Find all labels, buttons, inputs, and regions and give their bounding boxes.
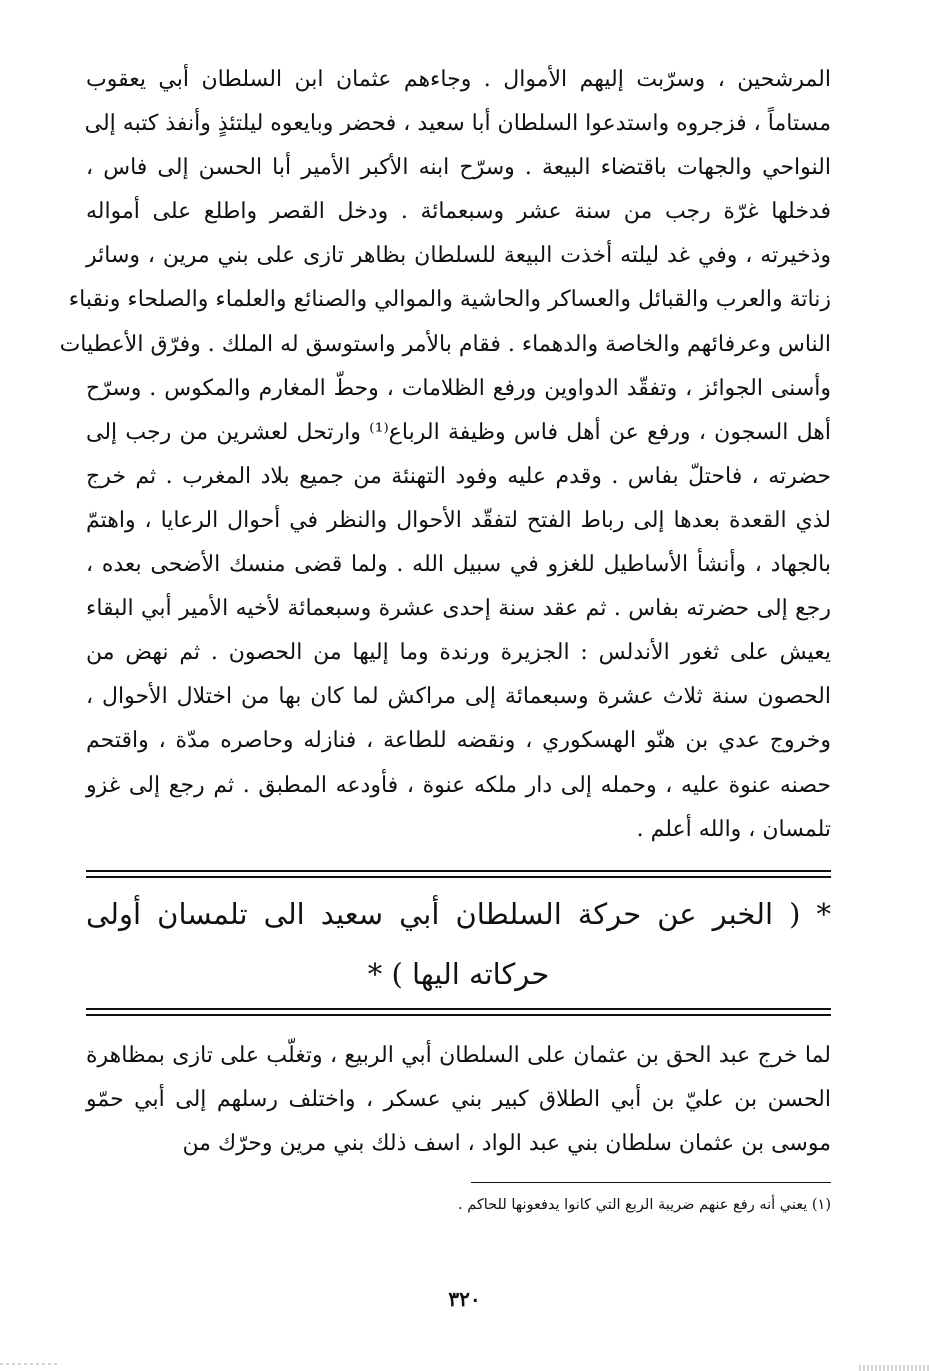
text-line: حضرته ، فاحتلّ بفاس . وقدم عليه وفود التهنئة من جميع بلاد المغرب . ثم خرج — [86, 463, 831, 489]
footnote-rule — [471, 1182, 831, 1183]
text-line: لما خرج عبد الحق بن عثمان على السلطان أبي الربيع ، وتغلّب على تازى بمظاهرة — [86, 1042, 831, 1068]
footnote: (١) يعني أنه رفع عنهم ضريبة الربع التي كانوا يدفعونها للحاكم . — [457, 1196, 831, 1213]
text-line: رجع إلى حضرته بفاس . ثم عقد سنة إحدى عشرة وسبعمائة لأخيه الأمير أبي البقاء — [86, 596, 831, 622]
text-line: تلمسان ، والله أعلم . — [636, 816, 831, 842]
scan-artifact-left — [0, 1363, 60, 1365]
text-line: يعيش على ثغور الأندلس : الجزيرة ورندة وما إليها من الحصون . ثم نهض من — [86, 640, 831, 666]
text-line: أهل السجون ، ورفع عن أهل فاس وظيفة الرباع⁽¹⁾ وارتحل لعشرين من رجب إلى — [86, 419, 831, 445]
text-line: وذخيرته ، وفي غد ليلته أخذت البيعة للسلطان بظاهر تازى على بني مرين ، وسائر — [86, 243, 831, 269]
section-heading-line-1: * ( الخبر عن حركة السلطان أبي سعيد الى تلمسان أولى — [86, 896, 831, 931]
text-line: لذي القعدة بعدها إلى رباط الفتح لتفقّد الأحوال والنظر في أحوال الرعايا ، واهتمّ — [86, 507, 831, 533]
text-line: موسى بن عثمان سلطان بني عبد الواد ، اسف ذلك بني مرين وحرّك من — [182, 1130, 831, 1156]
text-line: النواحي والجهات باقتضاء البيعة . وسرّح ابنه الأكبر الأمير أبا الحسن إلى فاس ، — [86, 155, 831, 181]
text-line: مستاماً ، فزجروه واستدعوا السلطان أبا سعيد ، فحضر وبايعوه ليلتئذٍ وأنفذ كتبه إلى — [84, 111, 831, 137]
text-line: حصنه عنوة عليه ، وحمله إلى دار ملكه عنوة ، فأودعه المطبق . ثم رجع إلى غزو — [86, 772, 831, 798]
text-line: بالجهاد ، وأنشأ الأساطيل للغزو في سبيل الله . ولما قضى منسك الأضحى بعده ، — [86, 552, 831, 578]
body-paragraph-2 — [86, 1034, 831, 1166]
text-line: وأسنى الجوائز ، وتفقّد الدواوين ورفع الظلامات ، وحطّ المغارم والمكوس . وسرّح — [86, 375, 831, 401]
text-line: زناتة والعرب والقبائل والعساكر والحاشية والموالي والصنائع والعلماء والصلحاء ونقباء — [68, 287, 831, 313]
text-line: الحسن بن عليّ بن أبي الطلاق كبير بني عسكر ، واختلف رسلهم إلى أبي حمّو — [86, 1086, 831, 1112]
text-line: المرشحين ، وسرّبت إليهم الأموال . وجاءهم عثمان ابن السلطان أبي يعقوب — [86, 67, 831, 92]
text-line: فدخلها غرّة رجب من سنة عشر وسبعمائة . ودخل القصر واطلع على أمواله — [86, 199, 831, 225]
page-number: ٣٢٠ — [448, 1287, 481, 1311]
text-line: الحصون سنة ثلاث عشرة وسبعمائة إلى مراكش لما كان بها من اختلال الأحوال ، — [86, 684, 831, 710]
scan-artifact — [859, 1365, 929, 1371]
section-heading — [86, 884, 831, 1004]
text-line: وخروج عدي بن هنّو الهسكوري ، ونقضه للطاعة ، فنازله وحاصره مدّة ، واقتحم — [86, 728, 831, 754]
heading-bottom-rule — [86, 1008, 831, 1016]
body-paragraph-1 — [59, 58, 831, 852]
section-heading-line-2: حركاته اليها ) * — [367, 956, 550, 991]
heading-top-rule — [86, 870, 831, 878]
text-line: الناس وعرفائهم والخاصة والدهماء . فقام بالأمر واستوسق له الملك . وفرّق الأعطيات — [59, 331, 831, 357]
page-content — [59, 58, 831, 1217]
